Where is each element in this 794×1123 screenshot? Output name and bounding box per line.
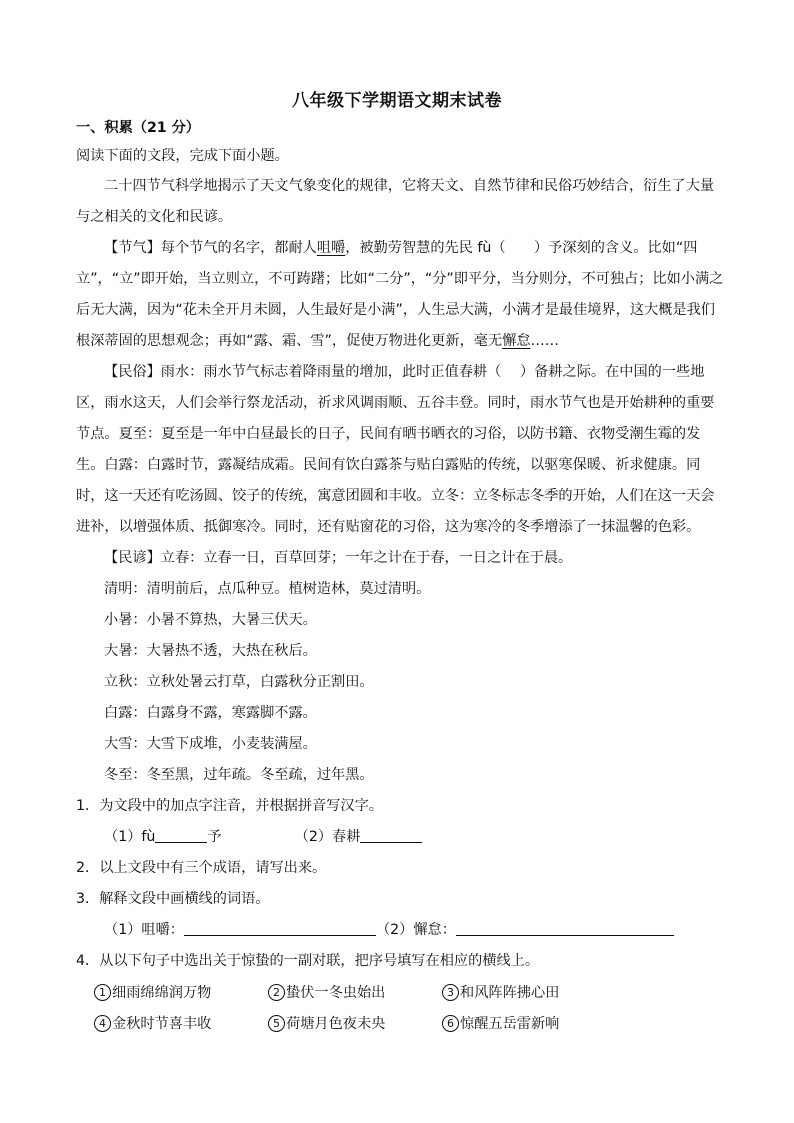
jieqi-line-2: 立”，“立”即开始，当立则立，不可踌躇；比如“二分”，“分”即平分，当分则分，不可独占；比如小满之 (76, 271, 724, 287)
minsu-line-3: 节点。夏至：夏至是一年中白昼最长的日子，民间有晒书晒衣的习俗，以防书籍、衣物受潮生霉的发 (76, 426, 701, 442)
minsu-line-1: 【民俗】雨水：雨水节气标志着降雨量的增加，此时正值春耕（ ）备耕之际。在中国的一些地 (104, 364, 705, 380)
option-1 (94, 983, 211, 1003)
jieqi-text: …… (530, 333, 559, 349)
minyan-line-4: 大暑：大暑热不透，大热在秋后。 (104, 643, 317, 659)
minyan-line-3: 小暑：小暑不算热，大暑三伏天。 (104, 612, 317, 628)
option-text: 蛰伏一冬虫始出 (286, 985, 386, 1001)
question-2: 2．以上文段中有三个成语，请写出来。 (76, 860, 327, 876)
option-number: 3 (442, 984, 459, 1001)
underlined-word-jujue: 咀嚼 (316, 240, 346, 256)
q3-part2-label: （2）懈怠： (375, 922, 456, 938)
option-4 (94, 1014, 211, 1034)
q1-part1-blank[interactable] (155, 827, 207, 843)
underlined-word-xiedai: 懈怠 (502, 333, 531, 349)
option-text: 惊醒五岳雷新响 (460, 1016, 560, 1032)
option-text: 和风阵阵拂心田 (460, 985, 560, 1001)
intro-line-1: 二十四节气科学地揭示了天文气象变化的规律，它将天文、自然节律和民俗巧妙结合，衍生了大量 (104, 178, 715, 194)
minyan-line-6: 白露：白露身不露，寒露脚不露。 (104, 705, 317, 721)
option-text: 金秋时节喜丰收 (112, 1016, 212, 1032)
q1-part1-label: （1）fù (104, 829, 156, 845)
jieqi-line-1 (104, 238, 697, 258)
minsu-line-2: 区，雨水这天，人们会举行祭龙活动，祈求风调雨顺、五谷丰登。同时，雨水节气也是开始耕种的重要 (76, 395, 715, 411)
option-text: 荷塘月色夜未央 (286, 1016, 386, 1032)
option-2 (268, 983, 385, 1003)
q3-part1-label: （1）咀嚼： (104, 922, 184, 938)
question-3-answer-row (104, 920, 674, 940)
q1-part2-label: （2）春耕 (294, 829, 361, 845)
question-4: 4．从以下句子中选出关于惊蛰的一副对联，把序号填写在相应的横线上。 (76, 953, 540, 969)
section-heading: 一、积累（21 分） (76, 120, 200, 136)
minyan-line-8: 冬至：冬至黑，过年疏。冬至疏，过年黑。 (104, 767, 374, 783)
question-3: 3．解释文段中画横线的词语。 (76, 891, 270, 907)
jieqi-text: ，被勤劳智慧的先民 fù（ ）予深刻的含义。比如“四 (345, 240, 698, 256)
option-number: 2 (268, 984, 285, 1001)
jieqi-text: 【节气】每个节气的名字，都耐人 (104, 240, 317, 256)
option-6 (442, 1014, 559, 1034)
jieqi-line-4 (76, 331, 559, 351)
jieqi-text: 根深蒂固的思想观念；再如“露、霜、雪”，促使万物进化更新，毫无 (76, 333, 503, 349)
q3-part2-blank[interactable] (456, 920, 674, 936)
minyan-line-7: 大雪：大雪下成堆，小麦装满屋。 (104, 736, 317, 752)
question-1: 1．为文段中的加点字注音，并根据拼音写汉字。 (76, 798, 383, 814)
minyan-line-2: 清明：清明前后，点瓜种豆。植树造林，莫过清明。 (104, 581, 431, 597)
option-number: 1 (94, 984, 111, 1001)
option-number: 5 (268, 1015, 285, 1032)
minyan-line-1: 【民谚】立春：立春一日，百草回芽；一年之计在于春，一日之计在于晨。 (104, 550, 573, 566)
option-number: 4 (94, 1015, 111, 1032)
minsu-line-6: 进补，以增强体质、抵御寒冷。同时，还有贴窗花的习俗，这为寒冷的冬季增添了一抹温馨的色彩。 (76, 519, 701, 535)
minsu-line-5: 时，这一天还有吃汤圆、饺子的传统，寓意团圆和丰收。立冬：立冬标志冬季的开始，人们在这一天会 (76, 488, 715, 504)
option-number: 6 (442, 1015, 459, 1032)
option-5 (268, 1014, 385, 1034)
minsu-line-4: 生。白露：白露时节，露凝结成霜。民间有饮白露茶与贴白露贴的传统，以驱寒保暖、祈求健康。同 (76, 457, 701, 473)
option-text: 细雨绵绵润万物 (112, 985, 212, 1001)
q1-part2-blank[interactable] (360, 827, 422, 843)
intro-line-2: 与之相关的文化和民谚。 (76, 209, 233, 225)
q1-part1-suffix: 予 (207, 829, 222, 845)
page-title: 八年级下学期语文期末试卷 (292, 91, 502, 111)
question-1-answer-row (104, 827, 422, 847)
q3-part1-blank[interactable] (184, 920, 376, 936)
reading-instruction: 阅读下面的文段，完成下面小题。 (76, 148, 289, 164)
minyan-line-5: 立秋：立秋处暑云打草，白露秋分正割田。 (104, 674, 374, 690)
jieqi-line-3: 后无大满，因为“花未全开月未圆，人生最好是小满”，人生忌大满，小满才是最佳境界，这大概是我们 (76, 302, 715, 318)
option-3 (442, 983, 559, 1003)
